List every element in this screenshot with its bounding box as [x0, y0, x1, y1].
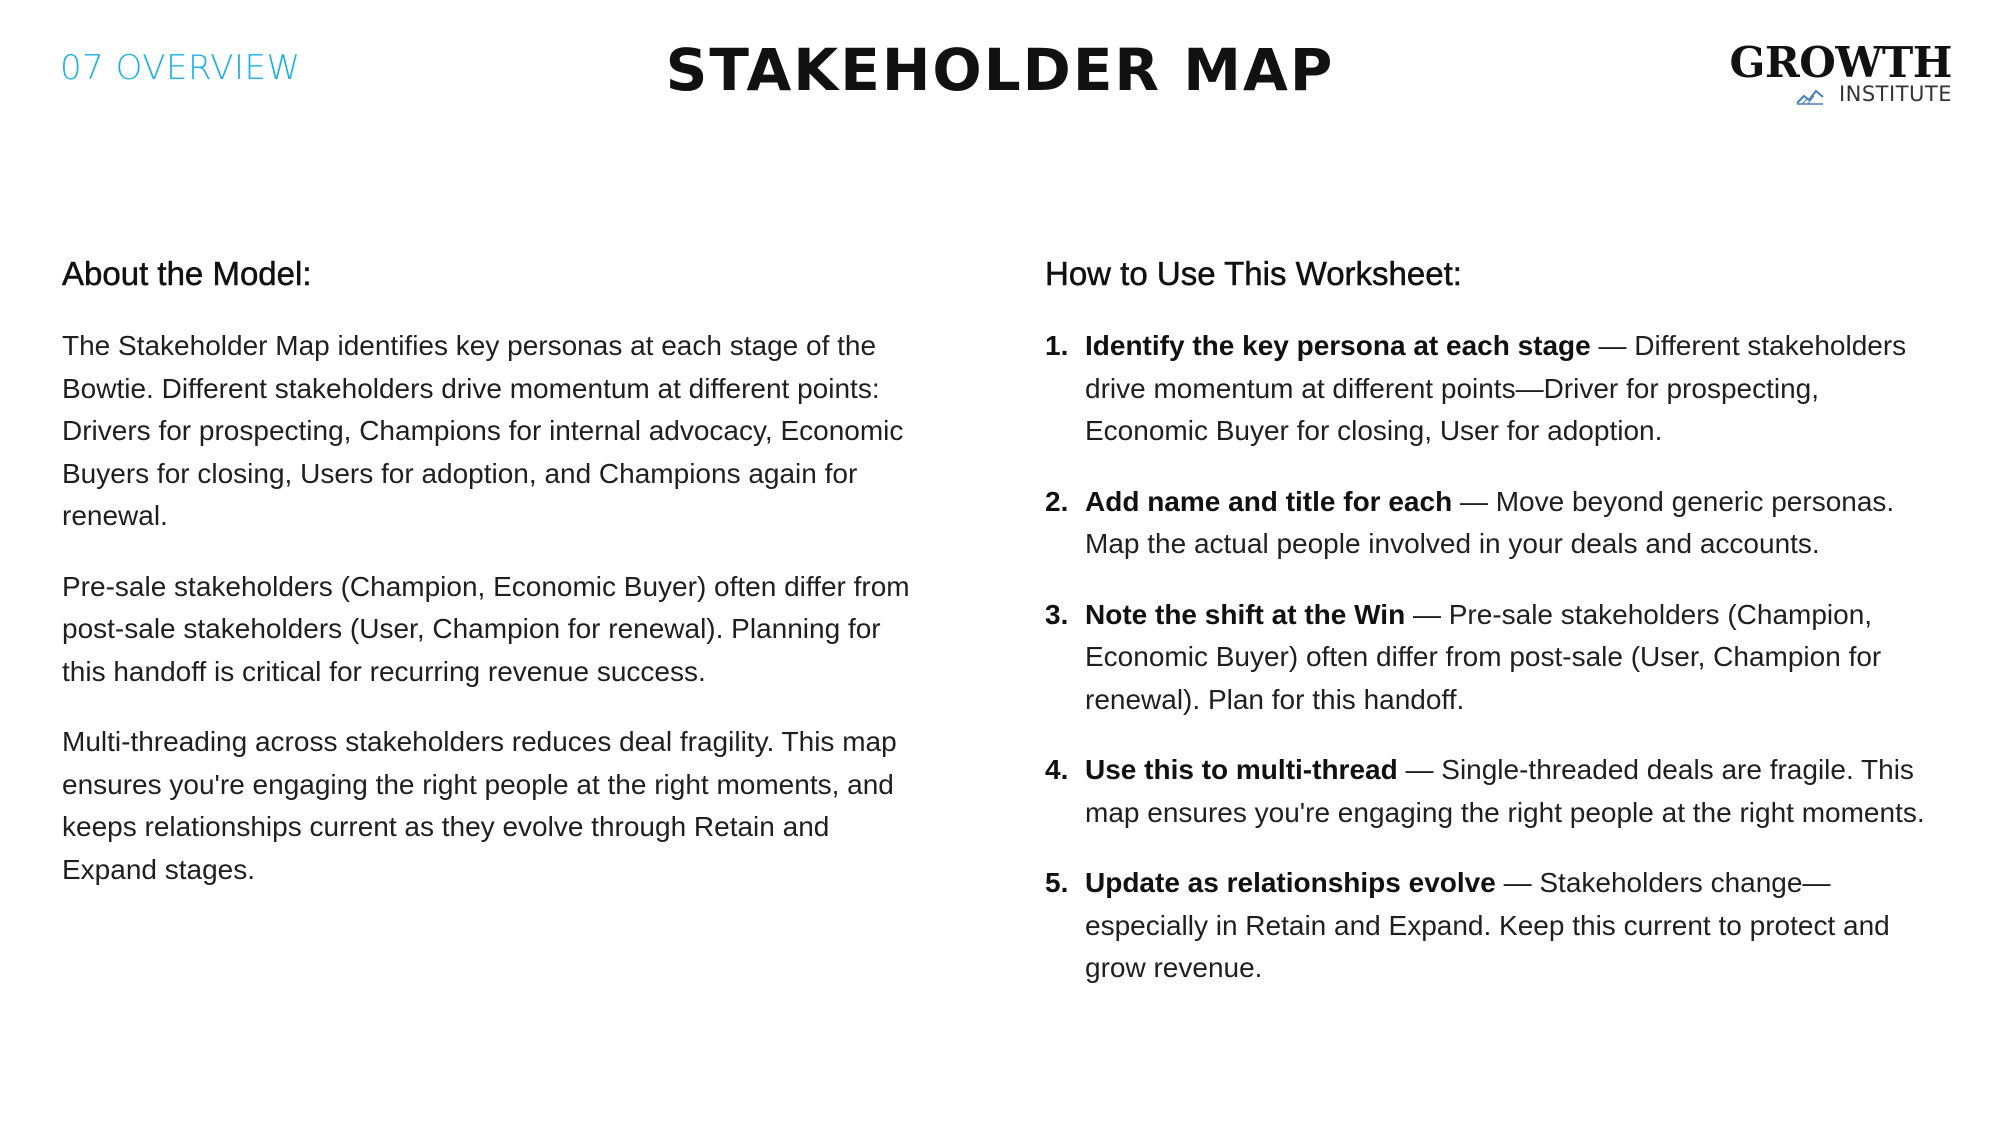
about-paragraph: Multi-threading across stakeholders reduces deal fragility. This map ensures you're engaging the right people at the right moments, and keeps relationships current as they evolve through Retain and Expand stages.	[62, 726, 897, 885]
about-heading: About the Model:	[62, 255, 312, 292]
step-lead: Note the shift at the Win	[1085, 598, 1406, 630]
section-tag: 07 OVERVIEW	[60, 48, 301, 88]
about-section	[62, 255, 922, 919]
logo-main-text: GROWTH	[1729, 38, 1952, 87]
step-item	[1045, 862, 1925, 990]
step-lead: Identify the key persona at each stage	[1085, 330, 1591, 361]
growth-institute-logo	[1729, 38, 1952, 112]
howto-heading: How to Use This Worksheet:	[1045, 255, 1462, 292]
step-number: 1.	[1045, 330, 1069, 361]
mountain-chart-icon	[1796, 87, 1824, 105]
step-number: 5.	[1045, 867, 1069, 898]
page-title: STAKEHOLDER MAP	[665, 36, 1335, 104]
step-text: — Single-threaded deals are fragile. This map ensures you're engaging the right people at the right moments.	[1085, 754, 1925, 828]
about-paragraph: Pre-sale stakeholders (Champion, Economic Buyer) often differ from post-sale stakeholders (User, Champion for renewal). Planning for this handoff is critical for recurring revenue success.	[62, 570, 910, 687]
steps-list	[1045, 325, 1925, 990]
step-lead: Use this to multi-thread	[1085, 754, 1398, 785]
step-number: 2.	[1045, 485, 1069, 517]
step-lead: Add name and title for each	[1085, 485, 1453, 517]
step-lead: Update as relationships evolve	[1085, 867, 1496, 898]
step-number: 3.	[1045, 598, 1069, 630]
step-item	[1045, 325, 1925, 453]
step-item	[1045, 481, 1925, 566]
step-text: — Different stakeholders drive momentum at different points—Driver for prospecting, Economic Buyer for closing, User for adoption.	[1085, 330, 1907, 446]
logo-sub-text: INSTITUTE	[1838, 82, 1952, 106]
step-item	[1045, 749, 1925, 834]
step-text: — Pre-sale stakeholders (Champion, Economic Buyer) often differ from post-sale (User, Champion for renewal). Plan for this handoff.	[1085, 598, 1882, 715]
step-text: — Move beyond generic personas. Map the actual people involved in your deals and accounts.	[1085, 485, 1895, 559]
step-item	[1045, 594, 1925, 722]
step-text: — Stakeholders change—especially in Retain and Expand. Keep this current to protect and grow revenue.	[1085, 867, 1890, 983]
about-paragraph: The Stakeholder Map identifies key personas at each stage of the Bowtie. Different stakeholders drive momentum at different points: Drivers for prospecting, Champions for internal advocacy, Economic Buyers for closing, Users for adoption, and Champions again for renewal.	[62, 330, 904, 531]
step-number: 4.	[1045, 754, 1069, 785]
howto-section	[1045, 255, 1925, 1018]
